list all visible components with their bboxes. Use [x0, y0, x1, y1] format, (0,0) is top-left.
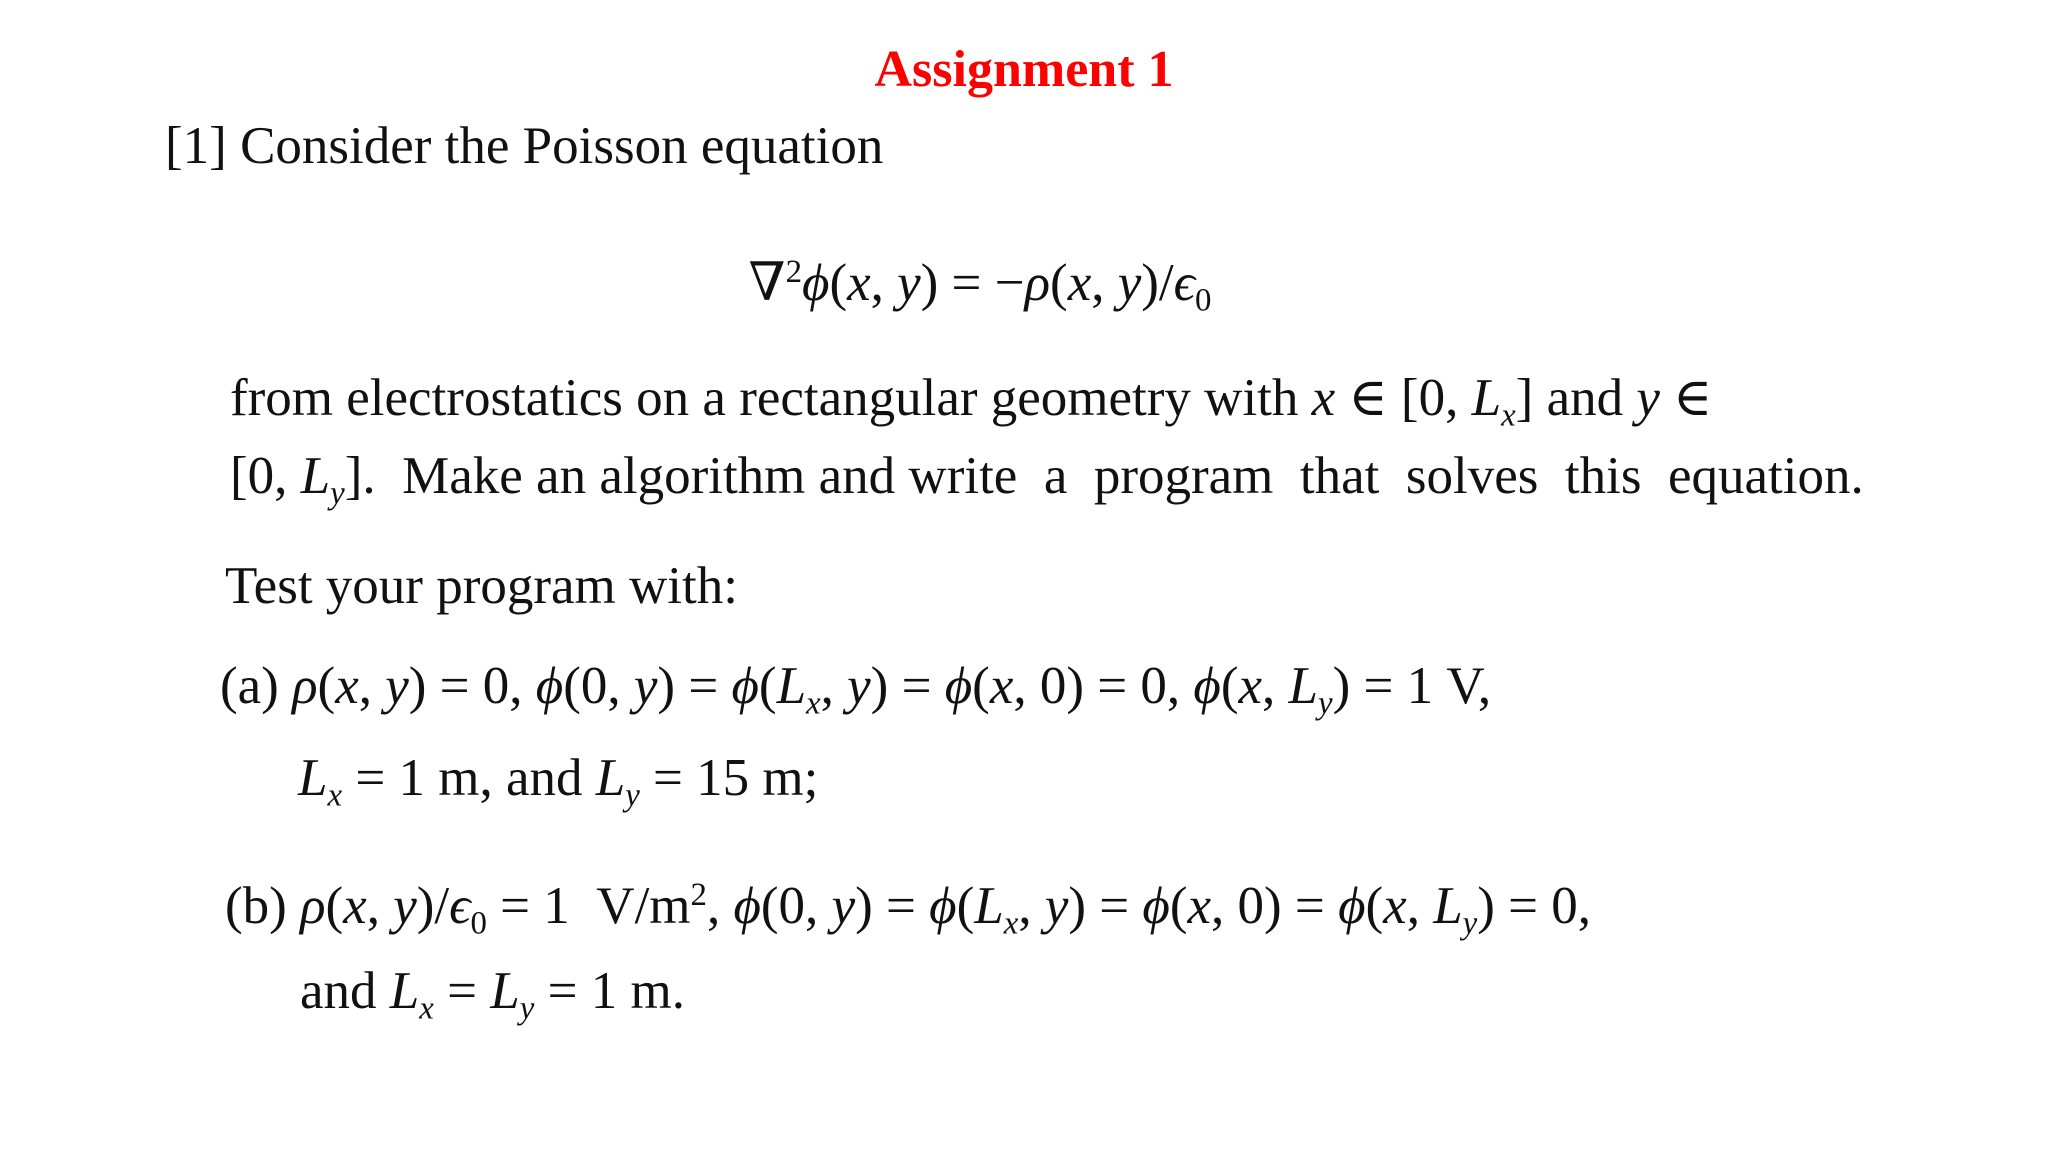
case-b-line-2: and $L_x = L_y = 1$ m. — [300, 962, 685, 1027]
case-b-label: (b) — [225, 877, 287, 935]
problem-intro: Consider the Poisson equation — [240, 117, 884, 175]
problem-number: [1] — [165, 117, 227, 175]
description-line-2: [0, $L_y$]. Make an algorithm and write a program that solves this equation. — [230, 447, 1864, 512]
description-line-1: from electrostatics on a rectangular geometry with x ∈ [0, $L_x$] and y ∈ — [230, 369, 1713, 434]
case-a-label: (a) — [220, 657, 279, 715]
case-b-line-1: (b) ρ(x, $y)/\epsilon_0 = 1$ $V/m^2$, ϕ(0, $y) = \phi(L_x$, y) = ϕ(x, 0) = ϕ(x, $L_y) = 0$, — [225, 876, 1592, 942]
test-intro: Test your program with: — [225, 557, 738, 615]
case-a-line-2: $L_x = 1$ m, and $L_y = 15$ m; — [298, 749, 819, 814]
case-a-line-1: (a) ρ(x, y) = 0, ϕ(0, $y) = \phi(L_x$, y) = ϕ(x, 0) = 0, ϕ(x, $L_y) = 1$ V, — [220, 657, 1492, 722]
poisson-equation: ∇$^2$ϕ(x, y) = −ρ(x, $y)/\epsilon_0$ — [748, 253, 1212, 319]
problem-intro-line — [165, 117, 884, 175]
assignment-title: Assignment 1 — [874, 41, 1174, 98]
